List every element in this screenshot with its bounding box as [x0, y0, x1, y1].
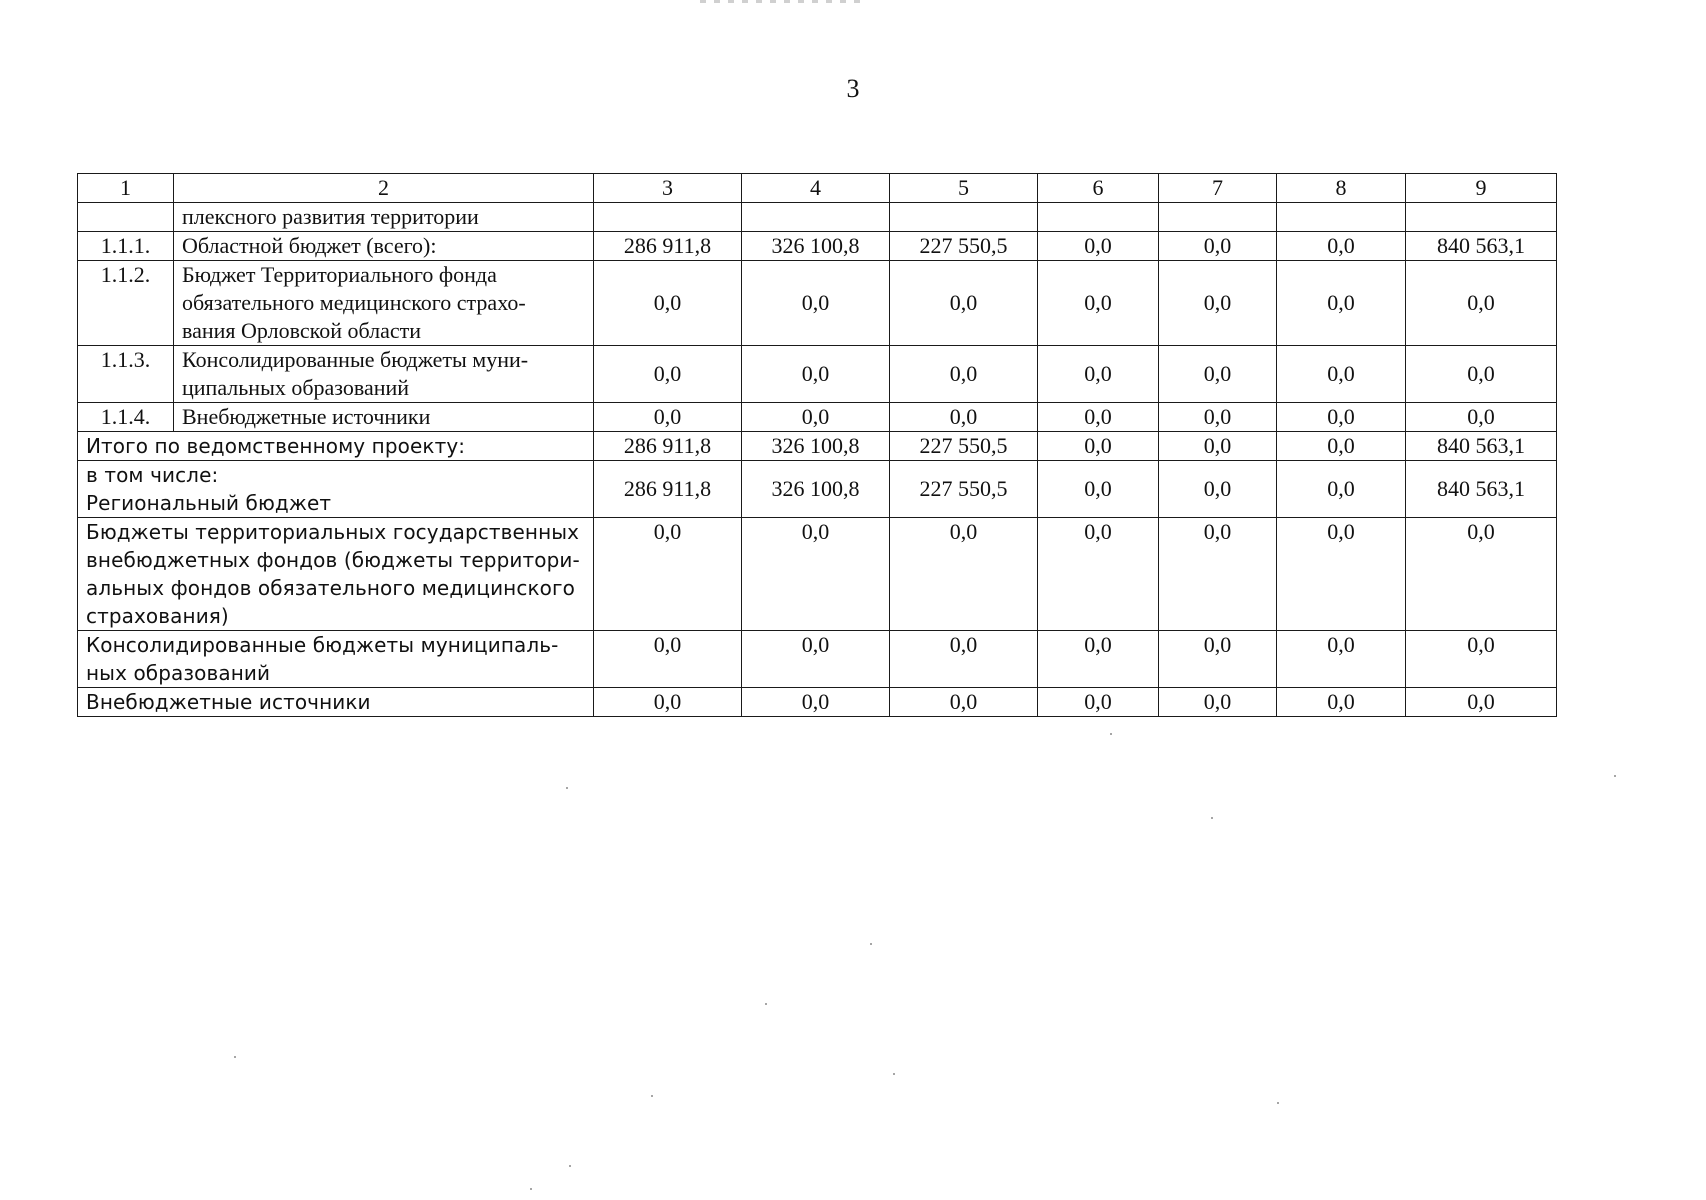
empty-cell [1159, 203, 1277, 232]
value-cell: 0,0 [742, 631, 890, 688]
empty-cell [1406, 203, 1557, 232]
row-name-line: Внебюджетные источники [86, 690, 371, 714]
row-name-line: ципальных образований [182, 375, 410, 400]
value-cell: 0,0 [1038, 346, 1159, 403]
value-cell: 0,0 [594, 631, 742, 688]
empty-cell [1038, 203, 1159, 232]
value-cell: 0,0 [1277, 432, 1406, 461]
value-cell: 0,0 [1406, 403, 1557, 432]
value-cell: 286 911,8 [594, 461, 742, 518]
value-cell: 0,0 [594, 346, 742, 403]
value-cell: 0,0 [594, 403, 742, 432]
including-row-regional [78, 461, 1557, 518]
row-code: 1.1.3. [78, 346, 174, 403]
scan-speck [870, 943, 872, 945]
row-name-line: вания Орловской области [182, 318, 422, 343]
scan-speck [893, 1073, 895, 1075]
value-cell: 0,0 [890, 261, 1038, 346]
row-name-line: Консолидированные бюджеты муни- [182, 347, 529, 372]
value-cell: 840 563,1 [1406, 461, 1557, 518]
empty-cell [78, 203, 174, 232]
value-cell: 0,0 [594, 261, 742, 346]
scan-speck [530, 1188, 532, 1190]
empty-cell [1277, 203, 1406, 232]
row-name-line: Бюджеты территориальных государственных [86, 520, 580, 544]
scan-edge-artifact [700, 0, 860, 3]
row-name [78, 518, 594, 631]
empty-cell [742, 203, 890, 232]
value-cell: 0,0 [1277, 631, 1406, 688]
row-name [78, 461, 594, 518]
row-code: 1.1.2. [78, 261, 174, 346]
value-cell: 0,0 [1277, 403, 1406, 432]
empty-cell [594, 203, 742, 232]
table-row-1-1-1 [78, 232, 1557, 261]
value-cell: 0,0 [1038, 688, 1159, 717]
header-cell: 7 [1159, 174, 1277, 203]
header-cell: 5 [890, 174, 1038, 203]
scan-speck [651, 1095, 653, 1097]
scan-speck [566, 787, 568, 789]
value-cell: 227 550,5 [890, 461, 1038, 518]
value-cell: 0,0 [594, 688, 742, 717]
value-cell: 0,0 [890, 631, 1038, 688]
value-cell: 0,0 [1406, 261, 1557, 346]
continuation-text: плексного развития территории [174, 203, 594, 232]
empty-cell [890, 203, 1038, 232]
header-cell: 8 [1277, 174, 1406, 203]
row-name-line: внебюджетных фондов (бюджеты территори- [86, 548, 580, 572]
value-cell: 0,0 [1406, 631, 1557, 688]
row-name-line: страхования) [86, 604, 229, 628]
including-row-offbudget [78, 688, 1557, 717]
value-cell: 0,0 [1038, 461, 1159, 518]
value-cell: 326 100,8 [742, 461, 890, 518]
value-cell: 0,0 [1038, 432, 1159, 461]
budget-table [77, 173, 1557, 717]
continuation-row [78, 203, 1557, 232]
value-cell: 0,0 [742, 518, 890, 631]
row-name-line: альных фондов обязательного медицинского [86, 576, 575, 600]
value-cell: 0,0 [1159, 346, 1277, 403]
row-code: 1.1.1. [78, 232, 174, 261]
row-name [174, 403, 594, 432]
value-cell: 227 550,5 [890, 232, 1038, 261]
row-name-line: Бюджет Территориального фонда [182, 262, 497, 287]
table-row-1-1-2 [78, 261, 1557, 346]
value-cell: 0,0 [742, 688, 890, 717]
value-cell: 0,0 [1038, 261, 1159, 346]
row-name-line: обязательного медицинского страхо- [182, 290, 526, 315]
row-name-line: Внебюджетные источники [182, 404, 431, 429]
value-cell: 286 911,8 [594, 232, 742, 261]
row-name-line: ных образований [86, 661, 271, 685]
value-cell: 0,0 [1159, 232, 1277, 261]
header-cell: 1 [78, 174, 174, 203]
value-cell: 0,0 [1406, 518, 1557, 631]
value-cell: 0,0 [1038, 631, 1159, 688]
value-cell: 326 100,8 [742, 232, 890, 261]
row-name [174, 232, 594, 261]
scan-speck [1277, 1102, 1279, 1104]
value-cell: 0,0 [1159, 432, 1277, 461]
header-cell: 2 [174, 174, 594, 203]
page-number: 3 [846, 74, 860, 103]
value-cell: 286 911,8 [594, 432, 742, 461]
value-cell: 0,0 [1277, 518, 1406, 631]
value-cell: 0,0 [742, 403, 890, 432]
including-row-extrabudgetary-funds [78, 518, 1557, 631]
value-cell: 0,0 [1159, 261, 1277, 346]
value-cell: 227 550,5 [890, 432, 1038, 461]
scan-speck [1211, 817, 1213, 819]
row-name [174, 346, 594, 403]
value-cell: 0,0 [1159, 403, 1277, 432]
value-cell: 840 563,1 [1406, 432, 1557, 461]
header-cell: 4 [742, 174, 890, 203]
row-name-line: Региональный бюджет [86, 491, 332, 515]
row-name-line: Консолидированные бюджеты муниципаль- [86, 633, 559, 657]
value-cell: 0,0 [1277, 261, 1406, 346]
value-cell: 0,0 [1406, 688, 1557, 717]
header-cell: 6 [1038, 174, 1159, 203]
scan-speck [1614, 775, 1616, 777]
row-code: 1.1.4. [78, 403, 174, 432]
row-name [78, 688, 594, 717]
value-cell: 0,0 [1277, 461, 1406, 518]
value-cell: 0,0 [594, 518, 742, 631]
value-cell: 840 563,1 [1406, 232, 1557, 261]
value-cell: 0,0 [890, 403, 1038, 432]
value-cell: 0,0 [1277, 688, 1406, 717]
table-row-1-1-3 [78, 346, 1557, 403]
row-name [174, 261, 594, 346]
row-name-line: Областной бюджет (всего): [182, 233, 437, 258]
including-row-municipal [78, 631, 1557, 688]
header-cell: 3 [594, 174, 742, 203]
value-cell: 0,0 [742, 261, 890, 346]
total-row [78, 432, 1557, 461]
value-cell: 0,0 [1277, 346, 1406, 403]
table-row-1-1-4 [78, 403, 1557, 432]
value-cell: 0,0 [890, 518, 1038, 631]
scan-speck [765, 1003, 767, 1005]
value-cell: 0,0 [1038, 518, 1159, 631]
value-cell: 326 100,8 [742, 432, 890, 461]
value-cell: 0,0 [1406, 346, 1557, 403]
row-name-line: в том числе: [86, 463, 219, 487]
total-label: Итого по ведомственному проекту: [78, 432, 594, 461]
value-cell: 0,0 [890, 688, 1038, 717]
scan-speck [1110, 733, 1112, 735]
scan-speck [569, 1165, 571, 1167]
header-row [78, 174, 1557, 203]
value-cell: 0,0 [1159, 461, 1277, 518]
value-cell: 0,0 [1159, 688, 1277, 717]
row-name [78, 631, 594, 688]
value-cell: 0,0 [1038, 403, 1159, 432]
value-cell: 0,0 [890, 346, 1038, 403]
value-cell: 0,0 [1159, 518, 1277, 631]
scan-speck [234, 1056, 236, 1058]
value-cell: 0,0 [1159, 631, 1277, 688]
value-cell: 0,0 [1277, 232, 1406, 261]
value-cell: 0,0 [1038, 232, 1159, 261]
value-cell: 0,0 [742, 346, 890, 403]
header-cell: 9 [1406, 174, 1557, 203]
